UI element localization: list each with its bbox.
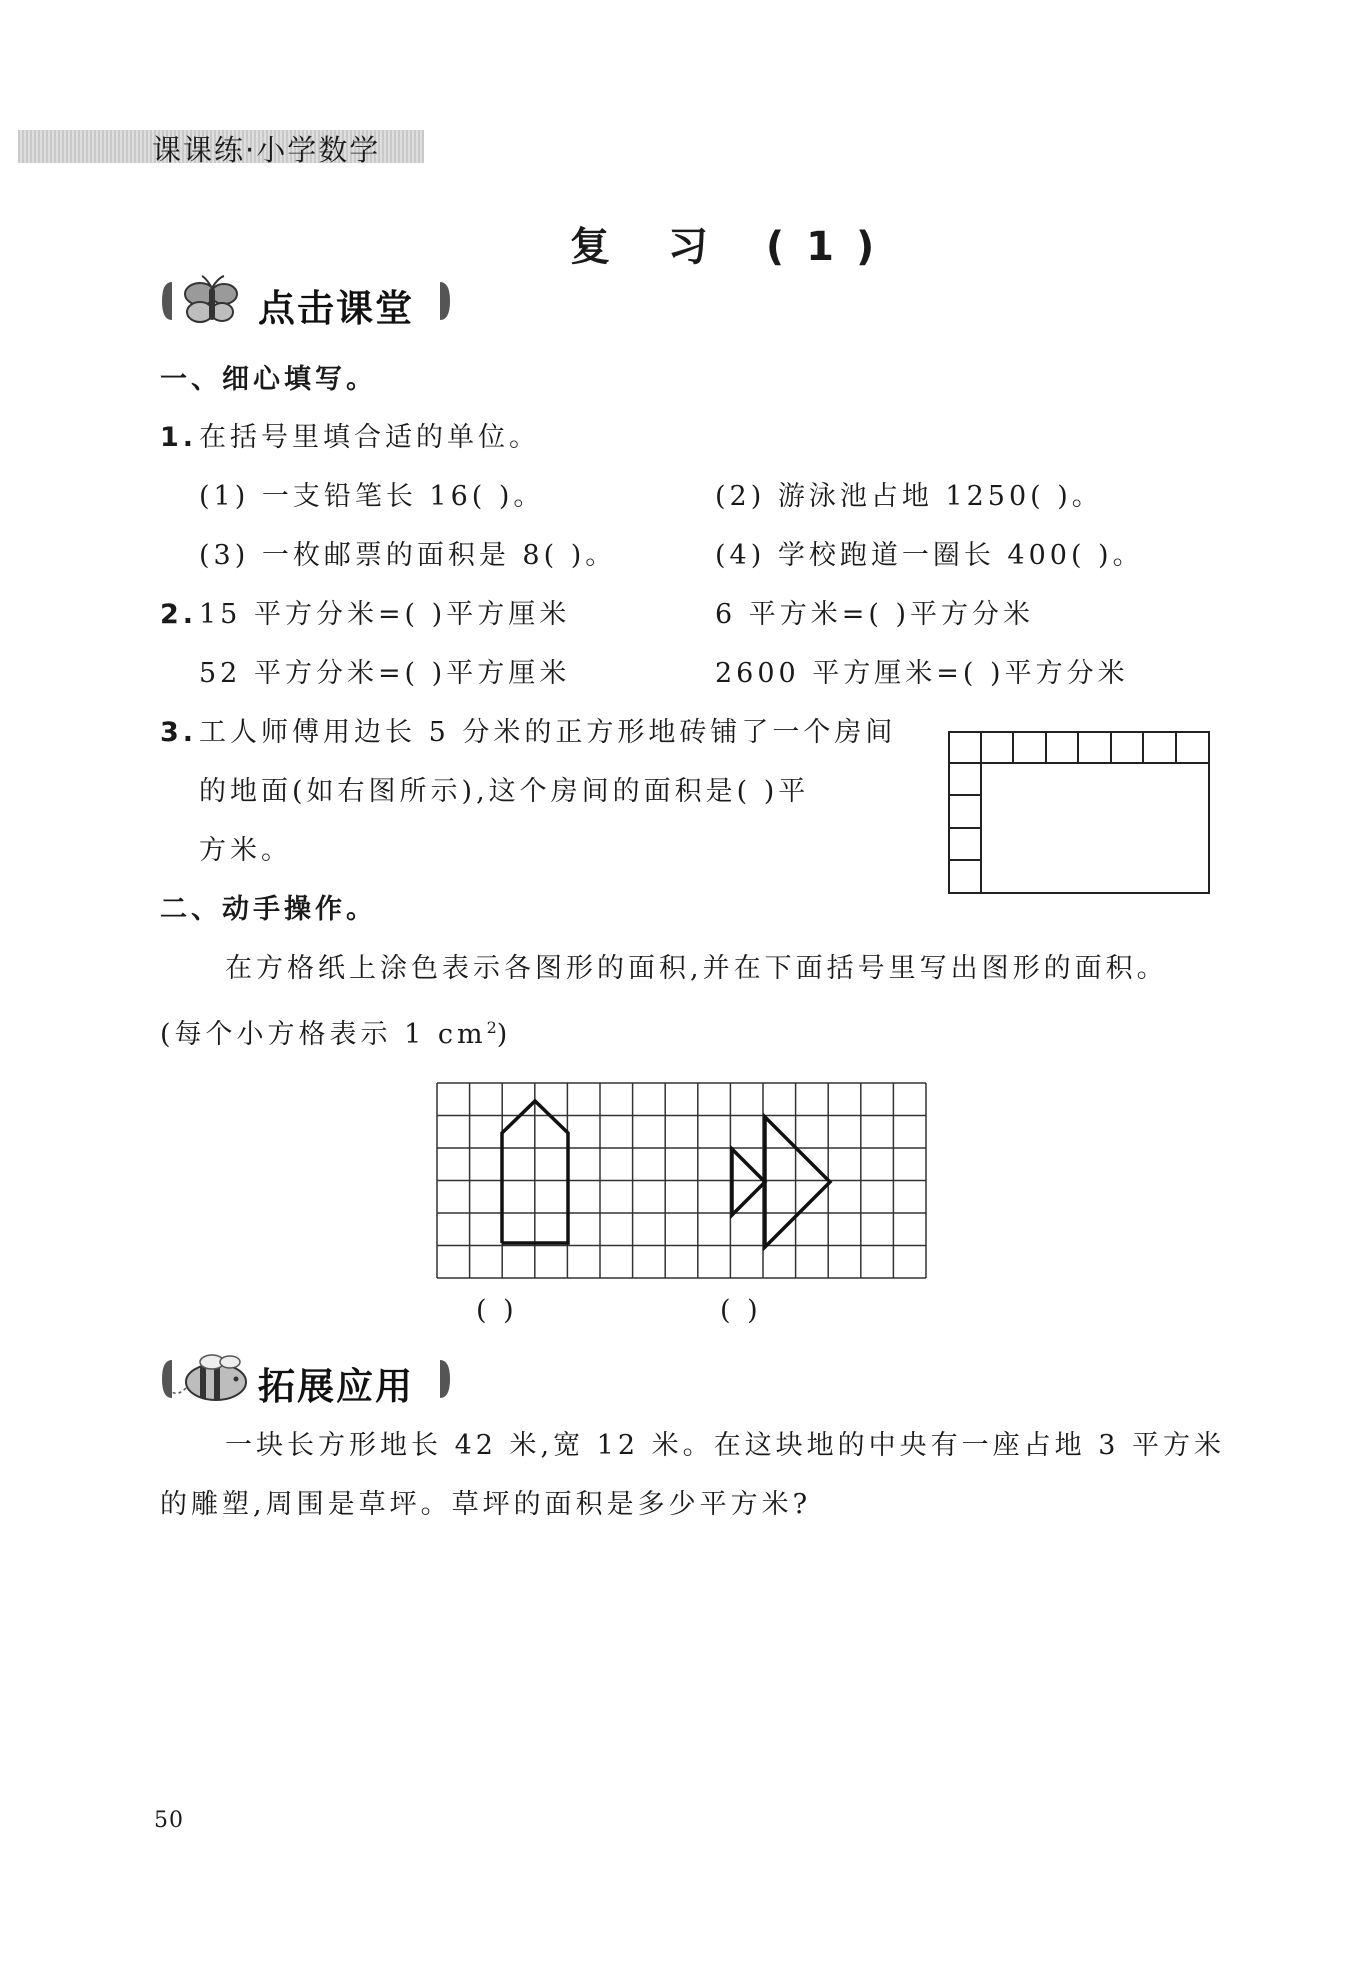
q3-line-2: 的地面(如右图所示),这个房间的面积是( )平 [199, 776, 810, 807]
part2-heading: 二、动手操作。 [160, 894, 377, 925]
q3-line-1: 工人师傅用边长 5 分米的正方形地砖铺了一个房间 [199, 717, 897, 748]
part1-heading: 一、细心填写。 [160, 364, 377, 395]
section-badge-classroom [158, 274, 458, 328]
q1-number: 1. [160, 422, 198, 453]
extension-line-1: 一块长方形地长 42 米,宽 12 米。在这块地的中央有一座占地 3 平方米 [225, 1430, 1225, 1461]
large-triangle [765, 1117, 830, 1247]
q2-item-2: 6 平方米=( )平方分米 [715, 599, 1035, 630]
part2-instruction: 在方格纸上涂色表示各图形的面积,并在下面括号里写出图形的面积。 [225, 953, 1168, 984]
page-title: 复 习 (1) [570, 224, 897, 270]
floor-tile-diagram [948, 731, 1212, 897]
q3-number: 3. [160, 717, 198, 748]
grid-paper [436, 1081, 930, 1283]
q1-item-1: (1) 一支铅笔长 16( )。 [199, 481, 545, 512]
section-badge-label: 拓展应用 [258, 1365, 414, 1408]
part2-note: (每个小方格表示 1 $cm^2$) [160, 1018, 512, 1050]
section-badge-label: 点击课堂 [258, 287, 414, 330]
q2-item-1: 15 平方分米=( )平方厘米 [199, 599, 571, 630]
page-number: 50 [154, 1808, 184, 1833]
header-label: 课课练·小学数学 [152, 133, 381, 167]
q1-item-4: (4) 学校跑道一圈长 400( )。 [715, 540, 1144, 571]
q2-item-3: 52 平方分米=( )平方厘米 [199, 658, 571, 689]
small-triangle [732, 1149, 765, 1215]
q2-number: 2. [160, 599, 198, 630]
q2-item-4: 2600 平方厘米=( )平方分米 [715, 658, 1129, 689]
answer-blank-1: ( ) [476, 1295, 518, 1326]
q1-item-2: (2) 游泳池占地 1250( )。 [715, 481, 1103, 512]
extension-line-2: 的雕塑,周围是草坪。草坪的面积是多少平方米? [160, 1489, 812, 1520]
q1-item-3: (3) 一枚邮票的面积是 8( )。 [199, 540, 617, 571]
q3-line-3: 方米。 [199, 835, 292, 866]
q1-text: 在括号里填合适的单位。 [199, 422, 540, 453]
answer-blank-2: ( ) [720, 1295, 762, 1326]
